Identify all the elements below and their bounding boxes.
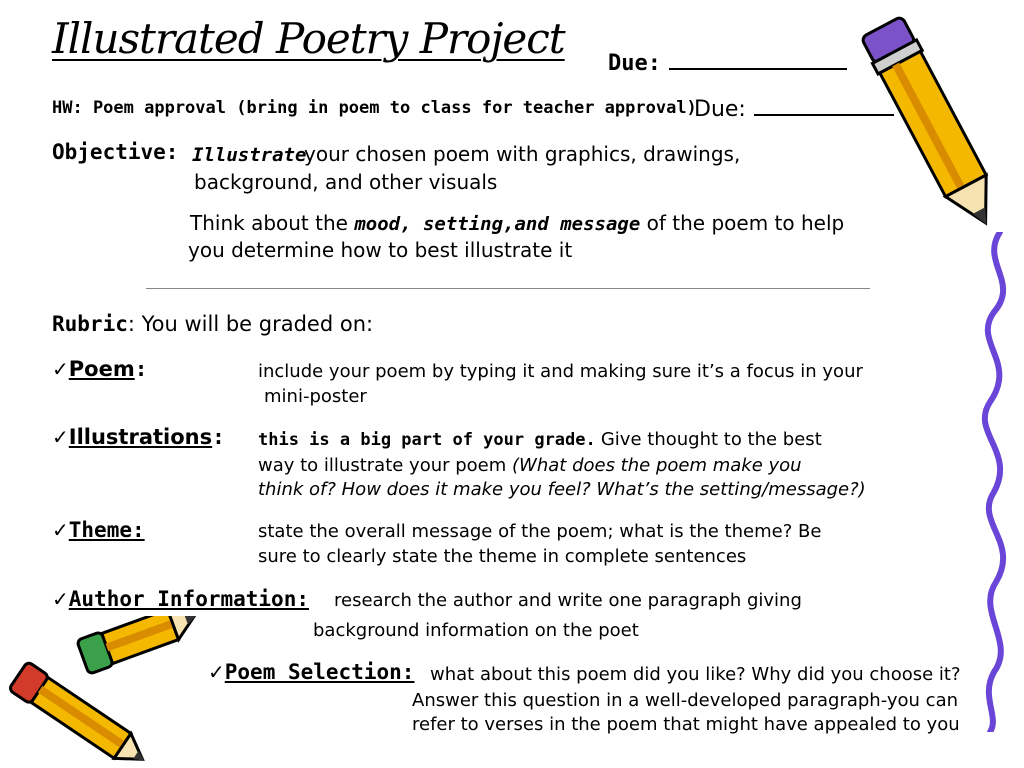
item-suffix: : [134,357,148,381]
divider [146,288,870,289]
objective-label: Objective: [52,140,179,164]
author-desc-line2: background information on the poet [313,620,639,641]
theme-desc-line1: state the overall message of the poem; what is the theme? Be [258,521,822,542]
item-label: Poem Selection: [224,660,415,684]
author-desc-line1: research the author and write one paragraph giving [334,590,802,611]
due-blank [669,48,847,70]
item-suffix: : [212,425,225,449]
due-label: Due: [608,51,661,76]
illustrations-italic: (What does the poem make you [512,455,802,476]
think-line1 [190,211,844,235]
rubric-item-poem [52,357,147,381]
rubric-label: Rubric [52,312,128,336]
objective-line1: your chosen poem with graphics, drawings, [304,142,741,166]
illustrations-desc-line1 [258,429,822,450]
selection-desc-line3: refer to verses in the poem that might have appealed to you [412,714,960,735]
check-icon: ✓ [52,357,69,381]
selection-desc-line2: Answer this question in a well-developed paragraph-you can [412,690,959,711]
pencil-body [880,51,986,196]
selection-desc-line1: what about this poem did you like? Why did you choose it? [430,664,961,685]
hw-due-label: Due: [694,97,746,122]
check-icon: ✓ [208,660,225,684]
item-label: Theme: [68,518,145,542]
rubric-item-illustrations [52,425,225,449]
objective-line2: background, and other visuals [194,170,498,194]
page-title: Illustrated Poetry Project [52,14,565,63]
due-date-field [608,48,847,76]
poem-desc-line2: mini-poster [264,386,367,407]
item-label: Illustrations [68,425,213,449]
check-icon: ✓ [52,425,69,449]
think-line2: you determine how to best illustrate it [188,238,573,262]
theme-desc-line2: sure to clearly state the theme in complete sentences [258,546,747,567]
think-prefix: Think about the [190,211,348,235]
rubric-item-author [52,587,309,611]
rubric-heading [52,312,373,336]
pencil-clipart-icon [858,4,1008,244]
hw-line: HW: Poem approval (bring in poem to class for teacher approval) [52,98,697,118]
item-label: Author Information: [68,587,309,611]
poem-desc-line1: include your poem by typing it and making sure it’s a focus in your [258,361,863,382]
item-label: Poem [68,357,135,381]
check-icon: ✓ [52,587,69,611]
illustrations-desc-line3: think of? How does it make you feel? What’s the setting/message?) [258,479,866,500]
pencils-clipart-icon [0,616,210,766]
squiggle-line-icon [960,232,1024,732]
think-emphasis: mood, setting,and message [354,213,641,235]
illustrations-bold: this is a big part of your grade. [258,430,596,450]
rubric-text: : You will be graded on: [127,312,374,336]
check-icon: ✓ [52,518,69,542]
rubric-item-selection [208,660,414,684]
rubric-item-theme [52,518,145,542]
illustrations-plain: way to illustrate your poem [258,455,507,476]
think-suffix: of the poem to help [646,211,845,235]
illustrations-desc-line2 [258,455,802,476]
objective-emphasis: Illustrate [192,144,307,166]
illustrations-rest: Give thought to the best [600,429,822,450]
